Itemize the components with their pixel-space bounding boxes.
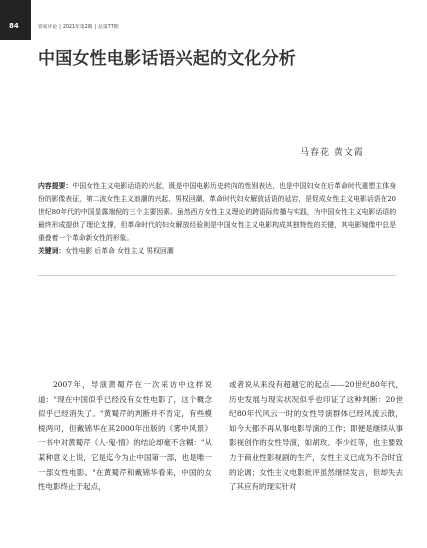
abstract-text: 中国女性主义电影话语的兴起，既是中国电影历史转向的性别表达，也是中国妇女在后革命时代重塑主体身份的影像表征，第二波女性主义浪潮的兴起、男权回潮、革命时代妇女解放话语的延宕，是促成女性主义电影话语在20世纪80年代的中国显露端倪的三个主要因素。虽然西方女性主义理论的跨语际传播与实践，为中国女性主义电影话语的最终形成提供了理论支撑，但革命时代的妇女解放经验则是中国女性主义电影构成其独特性的关键，其电影镜像中总是重叠着一个革命新女性的形象。 xyxy=(38,182,397,242)
abstract-label: 内容提要： xyxy=(38,182,73,190)
page-number: 84 xyxy=(9,22,19,30)
journal-name: 管家评论 xyxy=(38,25,58,30)
article-title: 中国女性电影话语兴起的文化分析 xyxy=(38,49,296,69)
abstract xyxy=(38,180,396,245)
author-names: 马春花 黄文霞 xyxy=(300,148,364,158)
abstract-block xyxy=(38,180,396,258)
keywords-text: 女性电影 后革命 女性主义 男权回潮 xyxy=(65,247,174,255)
issue-info: 2021年第2期 xyxy=(62,25,93,30)
body-column-left xyxy=(38,378,212,495)
total-issue: 总第77期 xyxy=(98,25,119,30)
body-paragraph-left: 2007年，导演黄蜀芹在一次采访中这样说道："现在中国似乎已经没有女性电影了，这个概念似乎已经消失了。"黄蜀芹的判断并不肯定，有些模棱两可，但戴锦华在其2000年出版的《雾中风景》一书中对黄蜀芹《人·鬼·情》的结论却毫不含糊："从某种意义上说，它是迄今为止中国第一部，也是唯一一部女性电影。"在黄蜀芹和戴锦华看来，中国的女性电影终止于起点， xyxy=(38,380,212,492)
keywords-label: 关键词： xyxy=(38,247,66,255)
keywords xyxy=(38,245,396,258)
body-paragraph-right: 或者说从来没有超越它的起点——20世纪80年代，历史发展与现实状况似乎也印证了这种判断：20世纪80年代风云一时的女性导演群体已经风流云散，如今大都不再从事电影导演的工作；即便是继续从事影视创作的女性导演，如胡玫、李少红等，也主要致力于商业性影视剧的生产，女性主义已成为不合时宜的论调；女性主义电影批评虽然继续发言，但却失去了其应有的现实针对 xyxy=(229,380,403,492)
section-divider xyxy=(38,275,396,276)
running-head: 管家评论 | 2021年第2期 | 总第77期 xyxy=(38,25,119,30)
body-column-right xyxy=(229,378,403,495)
page-number-tab xyxy=(0,0,31,40)
